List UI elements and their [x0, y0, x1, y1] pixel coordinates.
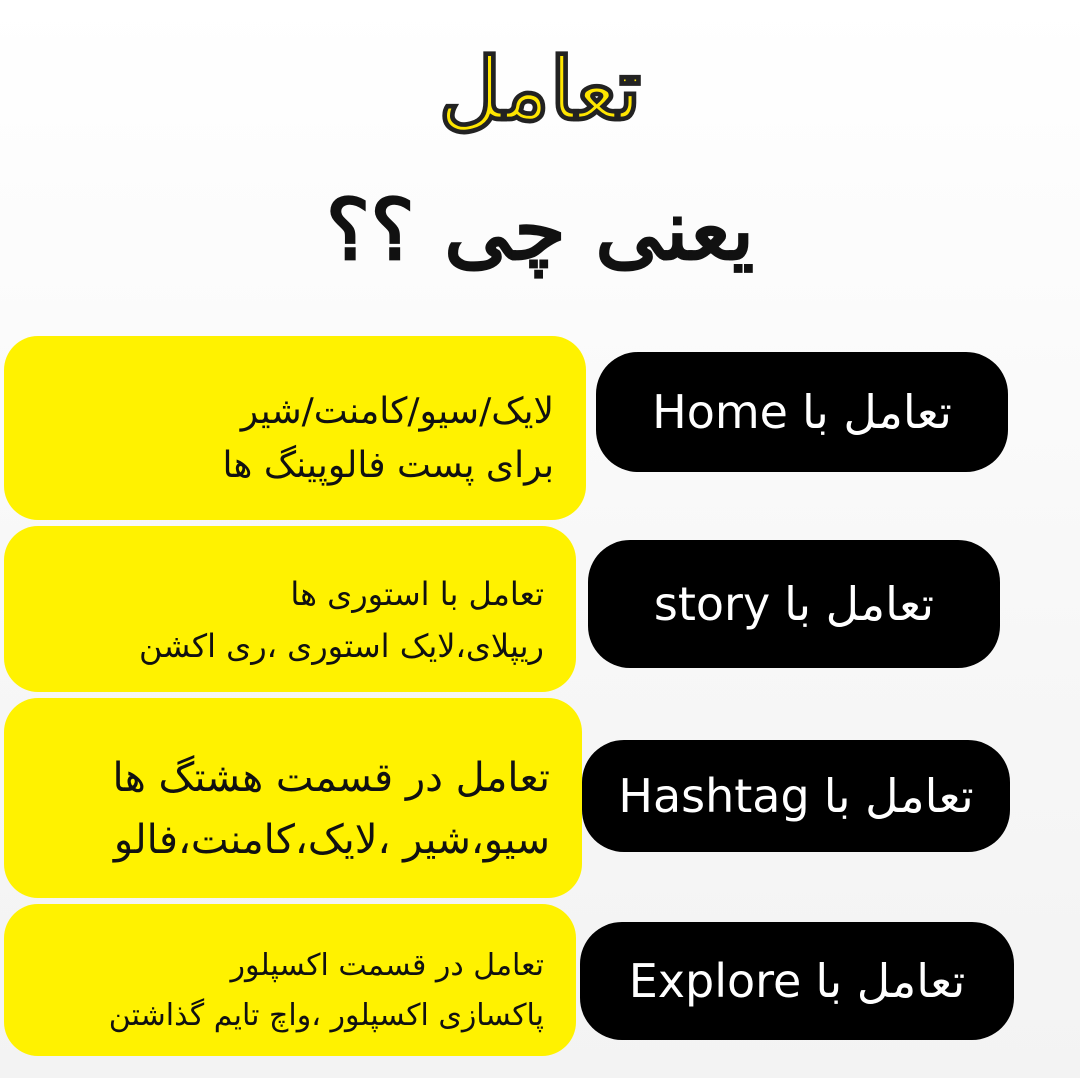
description-box-home	[4, 336, 586, 520]
pill-keyword: story	[653, 577, 771, 631]
page-title: تعامل	[438, 39, 642, 140]
description-box-story	[4, 526, 576, 692]
description-line: تعامل در قسمت هشتگ ها	[112, 755, 550, 801]
description-line: لایک/سیو/کامنت/شیر	[240, 391, 554, 432]
interaction-pill-home	[596, 352, 1008, 472]
pill-prefix: تعامل با	[801, 385, 952, 439]
description-line: پاکسازی اکسپلور ،واچ تایم گذاشتن	[108, 998, 544, 1033]
description-line: ریپلای،لایک استوری ،ری اکشن	[138, 627, 544, 665]
description-line: برای پست فالوپینگ ها	[222, 445, 554, 486]
description-line: تعامل در قسمت اکسپلور	[230, 948, 544, 983]
description-box-explore	[4, 904, 576, 1056]
interaction-pill-hashtag	[582, 740, 1010, 852]
pill-keyword: Home	[652, 385, 788, 439]
page-subtitle: یعنی چی ؟؟	[325, 180, 755, 279]
interaction-pill-explore	[580, 922, 1014, 1040]
pill-keyword: Hashtag	[618, 769, 810, 823]
description-line: تعامل با استوری ها	[290, 575, 544, 613]
pill-keyword: Explore	[628, 954, 802, 1008]
description-box-hashtag	[4, 698, 582, 898]
interaction-pill-story	[588, 540, 1000, 668]
pill-prefix: تعامل با	[815, 954, 966, 1008]
pill-prefix: تعامل با	[823, 769, 974, 823]
description-line: سیو،شیر ،لایک،کامنت،فالو	[113, 817, 550, 863]
pill-prefix: تعامل با	[784, 577, 935, 631]
